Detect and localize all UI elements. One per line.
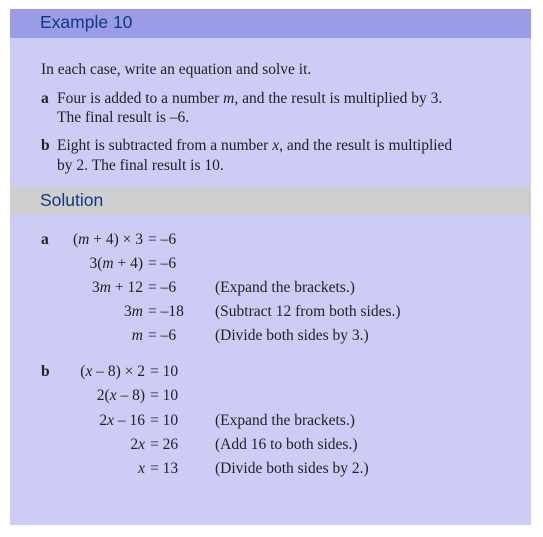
equation-rhs: = –18 — [148, 303, 184, 320]
question-b-line2: by 2. The final result is 10. — [57, 157, 224, 174]
solution-title: Solution — [40, 190, 104, 210]
example-header — [10, 9, 531, 38]
example-box — [10, 9, 531, 525]
equation-rhs: = 26 — [150, 436, 179, 453]
equation-rhs: = 10 — [150, 387, 179, 404]
question-b-label: b — [41, 137, 50, 154]
solution-a-label: a — [41, 231, 49, 248]
example-title: Example 10 — [40, 12, 133, 32]
equation-rhs: = –6 — [148, 327, 177, 344]
equation-lhs: x — [138, 460, 145, 477]
equation-lhs: 3m — [124, 303, 143, 320]
equation-rhs: = 10 — [150, 412, 179, 429]
step-note: (Divide both sides by 3.) — [215, 327, 369, 344]
question-a-line2: The final result is –6. — [57, 109, 190, 126]
equation-lhs: 2x – 16 — [99, 412, 145, 429]
equation-lhs: (x – 8) × 2 — [80, 363, 145, 380]
equation-lhs: (m + 4) × 3 — [72, 231, 143, 248]
equation-lhs: 3(m + 4) — [89, 255, 143, 272]
equation-lhs: 3m + 12 — [92, 279, 143, 296]
question-a-line1: Four is added to a number m, and the result is multiplied by 3. — [57, 90, 443, 107]
question-a-label: a — [41, 90, 49, 107]
equation-rhs: = –6 — [148, 231, 177, 248]
step-note: (Expand the brackets.) — [215, 412, 355, 429]
equation-lhs: m — [131, 327, 143, 344]
equation-rhs: = 10 — [150, 363, 179, 380]
equation-lhs: 2x — [130, 436, 145, 453]
solution-header — [10, 187, 531, 215]
solution-b-label: b — [41, 363, 50, 380]
step-note: (Divide both sides by 2.) — [215, 460, 369, 477]
step-note: (Expand the brackets.) — [215, 279, 355, 296]
question-b-line1: Eight is subtracted from a number x, and the result is multiplied — [57, 137, 453, 154]
equation-lhs: 2(x – 8) — [96, 387, 145, 404]
intro-text: In each case, write an equation and solve it. — [41, 61, 312, 78]
step-note: (Add 16 to both sides.) — [215, 436, 358, 453]
step-note: (Subtract 12 from both sides.) — [215, 303, 401, 320]
equation-rhs: = 13 — [150, 460, 179, 477]
equation-rhs: = –6 — [148, 255, 177, 272]
equation-rhs: = –6 — [148, 279, 177, 296]
